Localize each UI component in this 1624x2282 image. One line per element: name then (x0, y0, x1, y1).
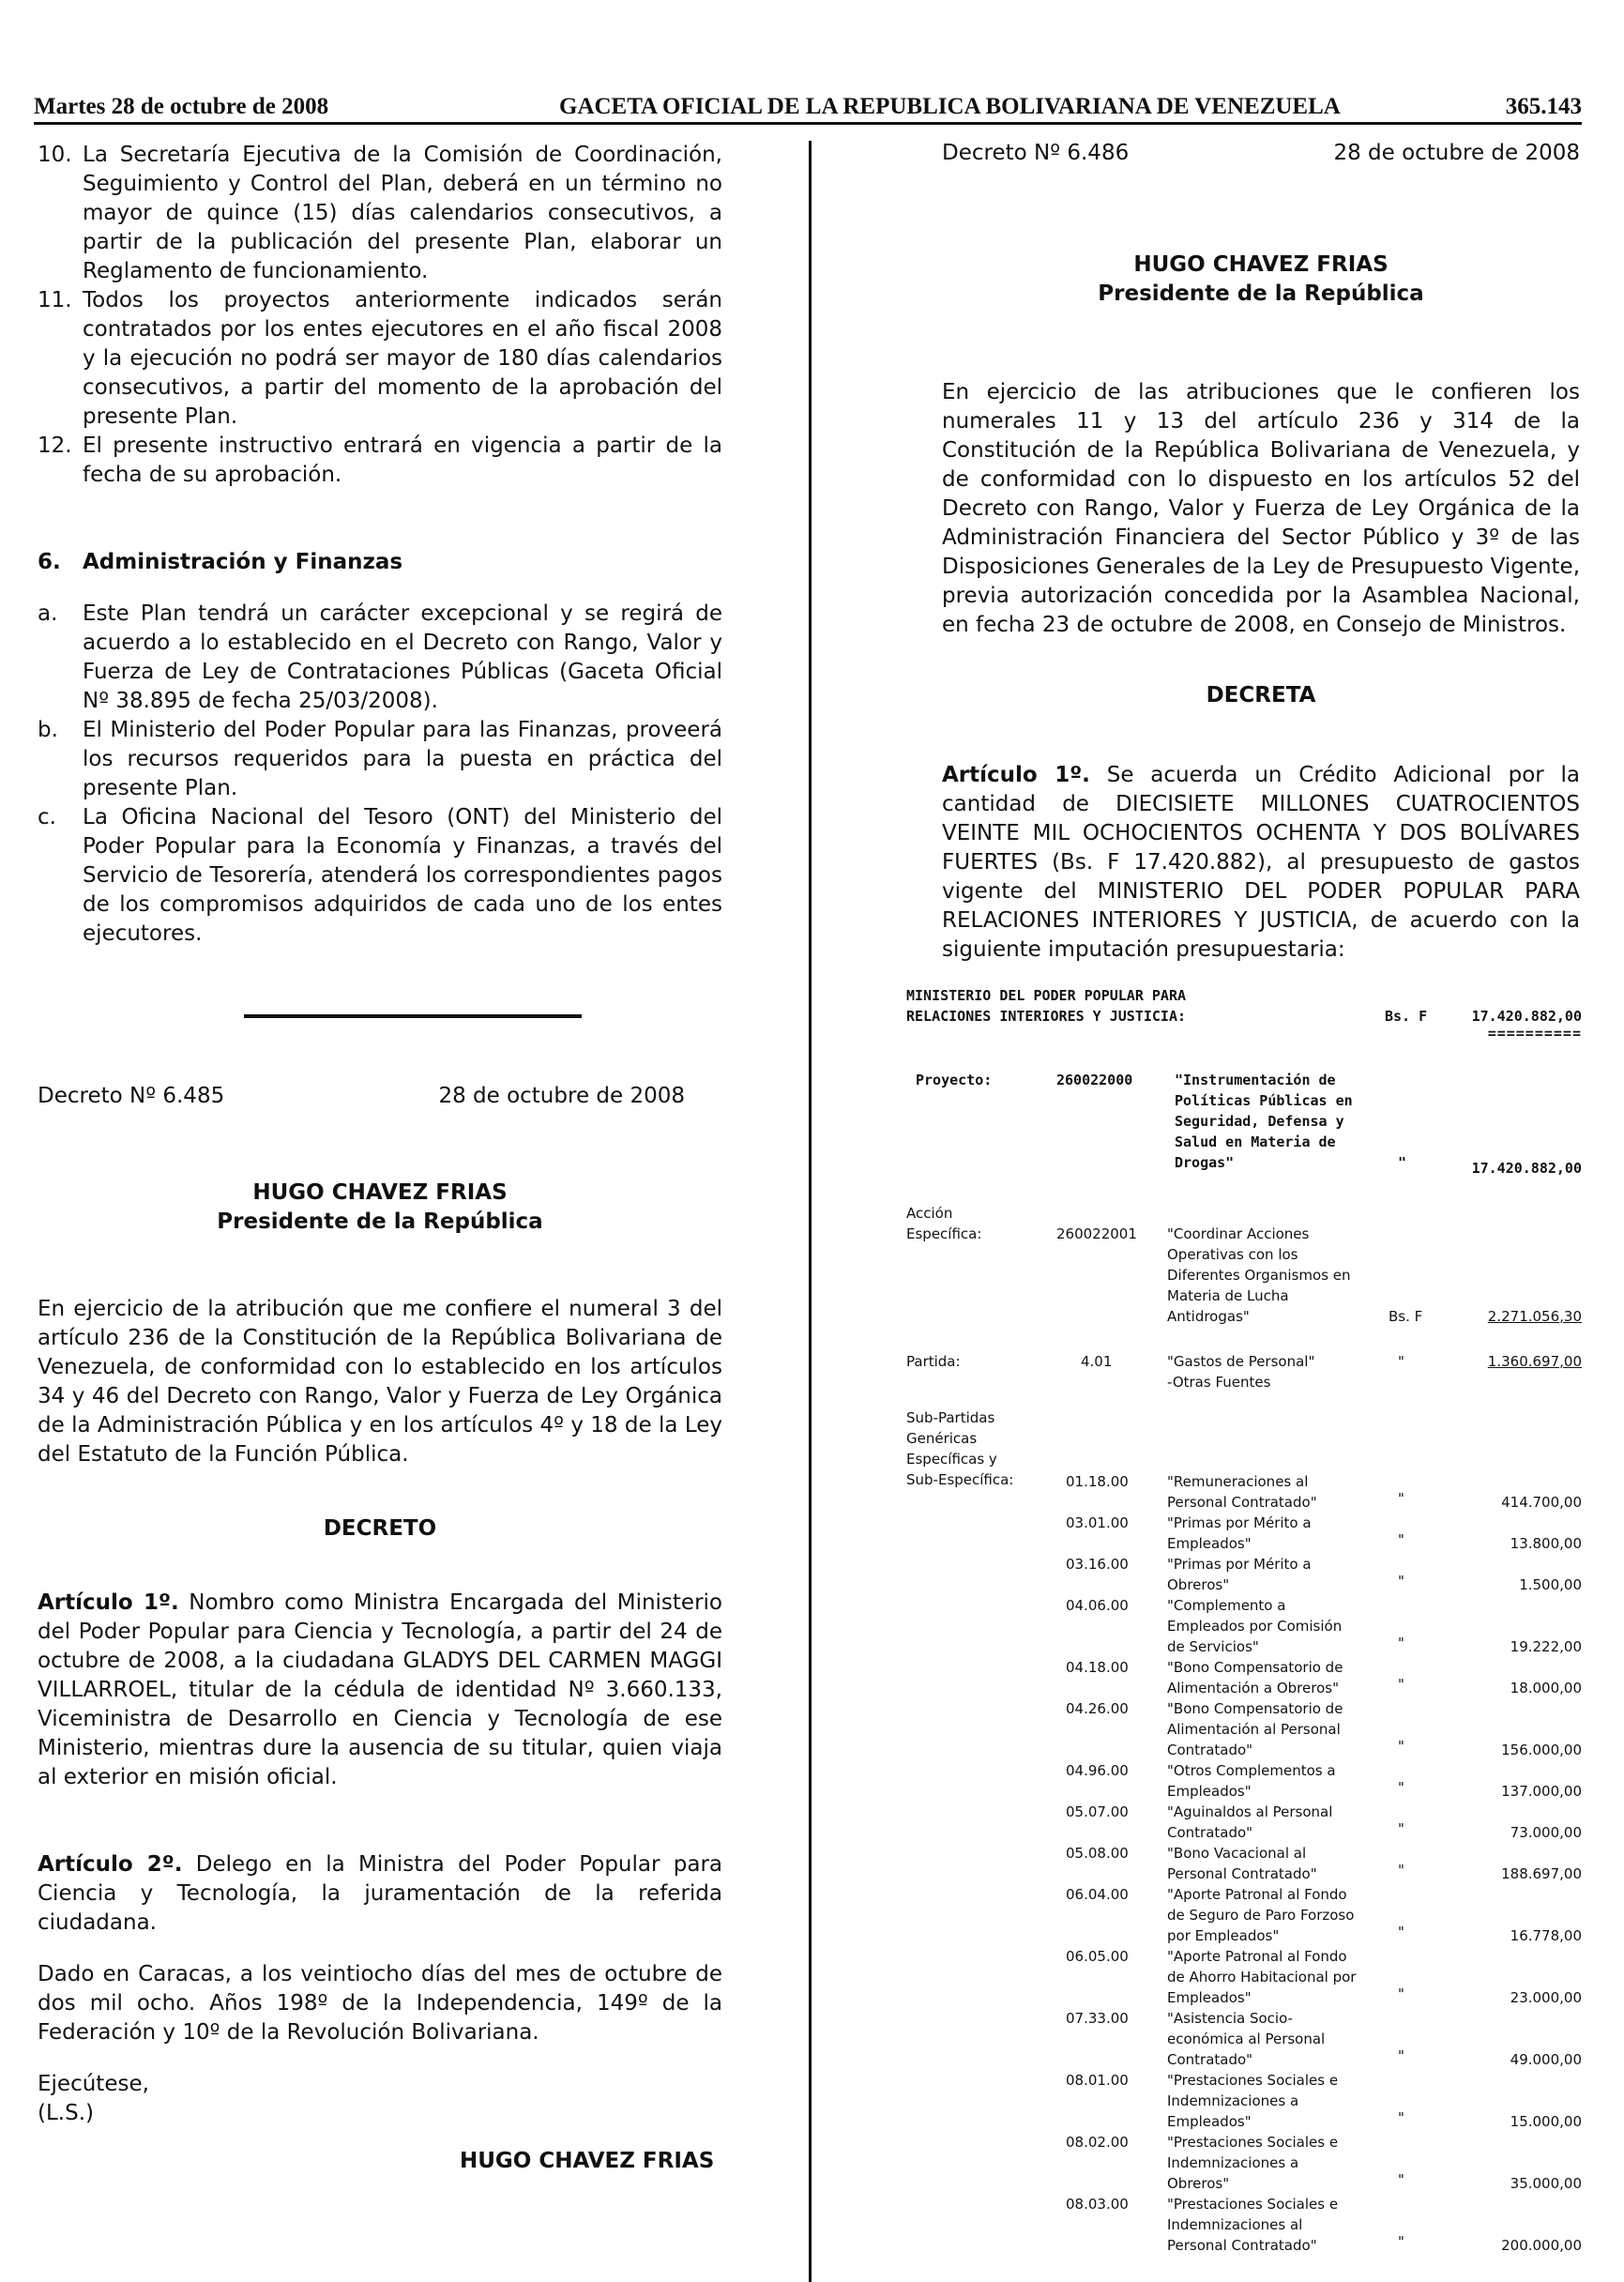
subpartida-amount: 23.000,00 (1510, 1989, 1582, 2006)
header-title: GACETA OFICIAL DE LA REPUBLICA BOLIVARIANA DE VENEZUELA (559, 94, 1341, 119)
accion-desc: "Coordinar Acciones Operativas con los Diferentes Organismos en Materia de Lucha Antidrogas" (1167, 1225, 1351, 1325)
subpartida-amount: 200.000,00 (1501, 2237, 1582, 2254)
partida-desc: "Gastos de Personal" -Otras Fuentes (1167, 1353, 1315, 1391)
subpartida-desc: "Primas por Mérito a Obreros" (1167, 1556, 1312, 1593)
column-divider (809, 141, 812, 2282)
decree-line (942, 141, 1580, 170)
subpartida-code: 04.06.00 (1066, 1597, 1129, 1614)
ditto-mark: " (1398, 1924, 1404, 1940)
article-1: Artículo 1º. Se acuerda un Crédito Adicional por la cantidad de DIECISIETE MILLONES CUATROCIENTOS VEINTE MIL OCHOCIENTOS OCHENTA Y DOS BOLÍVARES FUERTES (Bs. F 17.420.882), al presupuesto de gastos vigente del MINISTERIO DEL PODER POPULAR PARA RELACIONES INTERIORES Y JUSTICIA, de acuerdo con la siguiente imputación presupuestaria: (942, 763, 1581, 962)
accion-code: 260022001 (1056, 1225, 1137, 1242)
subpartida-desc: "Otros Complementos a Empleados" (1167, 1762, 1336, 1800)
decree-date: 28 de octubre de 2008 (438, 1084, 685, 1108)
subpartida-code: 08.03.00 (1066, 2196, 1129, 2213)
subpartida-code: 08.01.00 (1066, 2072, 1129, 2089)
president-name: HUGO CHAVEZ FRIAS (252, 1180, 508, 1205)
seal-ls: (L.S.) (38, 2101, 94, 2125)
currency-label: Bs. F (1385, 1008, 1428, 1025)
subpartida-code: 06.04.00 (1066, 1886, 1129, 1903)
ditto-mark: " (1398, 2233, 1404, 2250)
section-heading: 6. Administración y Finanzas (38, 550, 403, 574)
subpartida-desc: "Prestaciones Sociales e Indemnizaciones a Obreros" (1167, 2134, 1339, 2192)
subpartida-code: 04.26.00 (1066, 1700, 1129, 1717)
proyecto-amount: 17.420.882,00 (1471, 1160, 1582, 1177)
subpartida-amount: 156.000,00 (1501, 1742, 1582, 1758)
list-item: c. La Oficina Nacional del Tesoro (ONT) del Ministerio del Poder Popular para la Economía y Finanzas, a través del Servicio de Tesorería, atenderá los correspondientes pagos de los compromisos adquiridos de cada uno de los entes ejecutores. (38, 805, 722, 946)
subpartida-amount: 15.000,00 (1510, 2113, 1582, 2130)
ejecutese: Ejecútese, (38, 2072, 149, 2096)
president-title: Presidente de la República (217, 1209, 543, 1234)
subpartida-desc: "Bono Compensatorio de Alimentación al Personal Contratado" (1167, 1700, 1343, 1758)
preamble: En ejercicio de las atribuciones que le confieren los numerales 11 y 13 del artículo 236 y 314 de la Constitución de la República Bolivariana de Venezuela, y de conformidad con lo dispuesto en los artículos 52 del Decreto con Rango, Valor y Fuerza de Ley Orgánica de la Administración Financiera del Sector Público y 3º de las Disposiciones Generales de la Ley de Presupuesto Vigente, previa autorización concedida por la Asamblea Nacional, en fecha 23 de octubre de 2008, en Consejo de Ministros. (942, 380, 1581, 637)
list-item: 11. Todos los proyectos anteriormente indicados serán contratados por los entes ejecutores en el año fiscal 2008 y la ejecución no podrá ser mayor de 180 días calendarios consecutivos, a partir del momento de la aprobación del presente Plan. (38, 288, 722, 429)
subpartida-amount: 13.800,00 (1510, 1535, 1582, 1552)
ditto-mark: " (1398, 1353, 1404, 1370)
ditto-mark: " (1398, 2047, 1404, 2064)
subpartida-code: 03.01.00 (1066, 1514, 1129, 1531)
decreto-heading: DECRETO (323, 1516, 437, 1541)
subpartida-amount: 188.697,00 (1501, 1865, 1582, 1882)
subpartida-amount: 19.222,00 (1510, 1638, 1582, 1655)
ditto-mark: " (1398, 1676, 1404, 1693)
subpartida-code: 05.08.00 (1066, 1845, 1129, 1862)
subpartida-desc: "Remuneraciones al Personal Contratado" (1167, 1473, 1317, 1511)
ditto-mark: " (1398, 1820, 1404, 1837)
subpartida-desc: "Primas por Mérito a Empleados" (1167, 1514, 1312, 1552)
subpartida-desc: "Bono Compensatorio de Alimentación a Obreros" (1167, 1659, 1343, 1696)
proyecto-desc: "Instrumentación de Políticas Públicas en Seguridad, Defensa y Salud en Materia de Drogas" (1175, 1072, 1353, 1171)
president-title: Presidente de la República (1098, 281, 1424, 306)
ditto-mark: " (1398, 2171, 1404, 2188)
header-date: Martes 28 de octubre de 2008 (34, 94, 329, 119)
article-2: Artículo 2º. Delego en la Ministra del Poder Popular para Ciencia y Tecnología, la juramentación de la referida ciudadana. (38, 1852, 723, 1935)
list-item: b. El Ministerio del Poder Popular para las Finanzas, proveerá los recursos requeridos para la puesta en práctica del presente Plan. (38, 718, 722, 800)
subpartida-desc: "Asistencia Socio- económica al Personal Contratado" (1167, 2010, 1326, 2068)
header-rule (34, 122, 1582, 125)
right-column (942, 141, 1580, 965)
ditto-mark: " (1398, 2109, 1404, 2126)
ditto-mark: " (1398, 1985, 1404, 2002)
header-page-number: 365.143 (1505, 94, 1582, 119)
subpartida-code: 05.07.00 (1066, 1803, 1129, 1820)
subpartida-code: 04.18.00 (1066, 1659, 1129, 1676)
ditto-mark: " (1398, 1154, 1407, 1171)
left-column (38, 141, 722, 2176)
decree-number: Decreto Nº 6.486 (942, 141, 1130, 165)
page-header (34, 94, 1582, 131)
ditto-mark: " (1398, 1490, 1404, 1507)
accion-amount: 2.271.056,30 (1487, 1308, 1582, 1325)
subpartida-desc: "Bono Vacacional al Personal Contratado" (1167, 1845, 1317, 1882)
partida-label: Partida: (906, 1353, 961, 1370)
ditto-mark: " (1398, 1862, 1404, 1879)
subpartida-amount: 1.500,00 (1519, 1576, 1582, 1593)
signature-name: HUGO CHAVEZ FRIAS (460, 2149, 715, 2173)
subpartida-amount: 35.000,00 (1510, 2175, 1582, 2192)
article-1: Artículo 1º. Nombro como Ministra Encargada del Ministerio del Poder Popular para Ciencia y Tecnología, a partir del 24 de octubre de 2008, a la ciudadana GLADYS DEL CARMEN MAGGI VILLARROEL, titular de la cédula de identidad Nº 3.660.133, Viceministra de Desarrollo en Ciencia y Tecnología de ese Ministerio, mientras dure la ausencia de su titular, quien viaja al exterior en misión oficial. (38, 1590, 722, 1789)
accion-label: Acción Específica: (906, 1205, 982, 1242)
subpartida-code: 07.33.00 (1066, 2010, 1129, 2027)
decree-date: 28 de octubre de 2008 (1333, 141, 1580, 165)
subpartida-amount: 49.000,00 (1510, 2051, 1582, 2068)
subpartida-amount: 18.000,00 (1510, 1680, 1582, 1696)
partida-amount: 1.360.697,00 (1487, 1353, 1582, 1370)
double-rule: ========== (1487, 1025, 1582, 1042)
ditto-mark: " (1398, 1779, 1404, 1796)
accion-currency: Bs. F (1389, 1308, 1423, 1325)
ministry-total: 17.420.882,00 (1471, 1008, 1582, 1025)
subpartidas-label: Sub-Partidas Genéricas Específicas y Sub-Específica: (906, 1409, 1014, 1488)
subpartida-amount: 16.778,00 (1510, 1927, 1582, 1944)
dado-en: Dado en Caracas, a los veintiocho días del mes de octubre de dos mil ocho. Años 198º de la Independencia, 149º de la Federación y 10º de la Revolución Bolivariana. (38, 1962, 722, 2045)
subpartida-desc: "Aporte Patronal al Fondo de Seguro de Paro Forzoso por Empleados" (1167, 1886, 1355, 1944)
ditto-mark: " (1398, 1573, 1404, 1590)
proyecto-label: Proyecto: (916, 1072, 993, 1088)
president-name: HUGO CHAVEZ FRIAS (1133, 252, 1389, 277)
subpartida-code: 06.05.00 (1066, 1948, 1129, 1965)
subpartida-code: 08.02.00 (1066, 2134, 1129, 2151)
decree-line (38, 1084, 722, 1113)
ditto-mark: " (1398, 1531, 1404, 1548)
subpartida-desc: "Aporte Patronal al Fondo de Ahorro Habitacional por Empleados" (1167, 1948, 1357, 2006)
subpartida-amount: 73.000,00 (1510, 1824, 1582, 1841)
subpartida-amount: 137.000,00 (1501, 1783, 1582, 1800)
subpartida-desc: "Prestaciones Sociales e Indemnizaciones al Personal Contratado" (1167, 2196, 1339, 2254)
decreta-heading: DECRETA (1206, 683, 1316, 707)
proyecto-code: 260022000 (1056, 1072, 1133, 1088)
list-item: 12. El presente instructivo entrará en vigencia a partir de la fecha de su aprobación. (38, 434, 722, 487)
list-item: 10. La Secretaría Ejecutiva de la Comisión de Coordinación, Seguimiento y Control del Plan, deberá en un término no mayor de quince (15) días calendarios consecutivos, a partir de la publicación del presente Plan, elaborar un Reglamento de funcionamiento. (38, 143, 722, 283)
list-item: a. Este Plan tendrá un carácter excepcional y se regirá de acuerdo a lo establecido en el Decreto con Rango, Valor y Fuerza de Ley de Contrataciones Públicas (Gaceta Oficial Nº 38.895 de fecha 25/03/2008). (38, 601, 722, 713)
preamble: En ejercicio de la atribución que me confiere el numeral 3 del artículo 236 de la Constitución de la República Bolivariana de Venezuela, de conformidad con lo establecido en los artículos 34 y 46 del Decreto con Rango, Valor y Fuerza de Ley Orgánica de la Administración Pública y en los artículos 4º y 18 de la Ley del Estatuto de la Función Pública. (38, 1297, 722, 1467)
decree-number: Decreto Nº 6.485 (38, 1084, 225, 1108)
partida-code: 4.01 (1081, 1353, 1113, 1370)
subpartida-code: 04.96.00 (1066, 1762, 1129, 1779)
subpartida-desc: "Aguinaldos al Personal Contratado" (1167, 1803, 1333, 1841)
subpartida-code: 01.18.00 (1066, 1473, 1129, 1490)
subpartida-amount: 414.700,00 (1501, 1494, 1582, 1511)
subpartida-desc: "Complemento a Empleados por Comisión de Servicios" (1167, 1597, 1343, 1655)
subpartida-code: 03.16.00 (1066, 1556, 1129, 1573)
subpartida-desc: "Prestaciones Sociales e Indemnizaciones a Empleados" (1167, 2072, 1339, 2130)
ditto-mark: " (1398, 1738, 1404, 1755)
ministry-label: MINISTERIO DEL PODER POPULAR PARA RELACIONES INTERIORES Y JUSTICIA: (906, 987, 1187, 1025)
ditto-mark: " (1398, 1635, 1404, 1651)
